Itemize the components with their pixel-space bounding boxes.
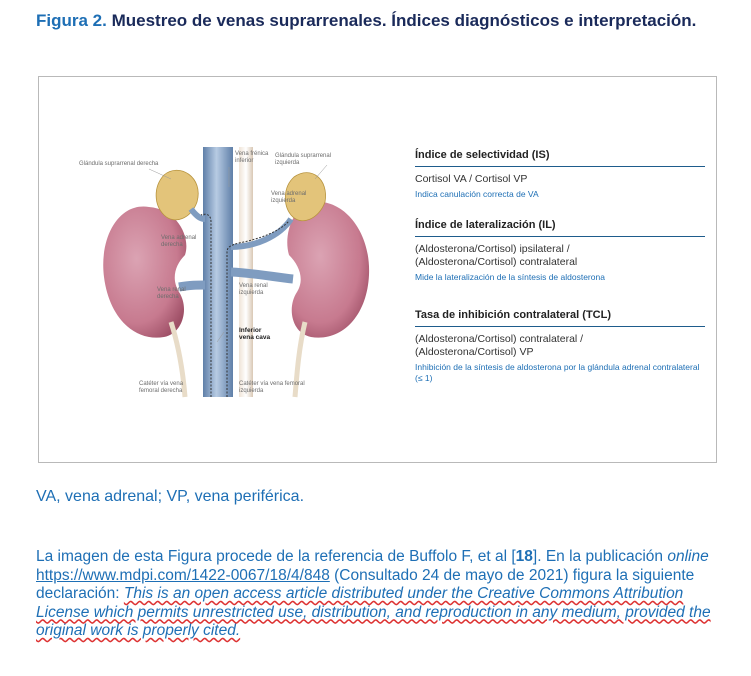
- index-heading: Tasa de inhibición contralateral (TCL): [415, 309, 705, 327]
- index-formula: (Aldosterona/Cortisol) VP: [415, 346, 534, 358]
- figure-panel: [38, 76, 717, 463]
- source-url-link[interactable]: https://www.mdpi.com/1422-0067/18/4/848: [36, 566, 330, 584]
- adrenal-vein-illustration: [79, 147, 399, 407]
- figure-title: [36, 10, 726, 32]
- source-statement: [36, 548, 726, 641]
- index-formula: (Aldosterona/Cortisol) ipsilateral /: [415, 243, 570, 255]
- label-phrenic-vein: Vena frénica inferior: [235, 151, 269, 164]
- index-note: Inhibición de la síntesis de aldosterona por la glándula adrenal contralateral (≤ 1): [415, 362, 700, 383]
- right-kidney: [103, 207, 186, 338]
- label-adrenal-left: Glándula suprarrenal izquierda: [275, 153, 332, 166]
- index-formula: (Aldosterona/Cortisol) contralateral: [415, 256, 578, 268]
- contralateral-inhibition-rate: [415, 309, 705, 384]
- abbreviations-footnote: VA, vena adrenal; VP, vena periférica.: [36, 488, 305, 505]
- leader-line: [315, 165, 327, 179]
- label-right-catheter: Catéter vía vena femoral derecha: [139, 381, 184, 394]
- label-vena-cava: Inferior vena cava: [239, 327, 271, 341]
- label-left-renal-vein: Vena renal izquierda: [239, 283, 268, 296]
- source-text: ]. En la publicación: [532, 548, 668, 565]
- kidney-anatomy-drawing: [79, 147, 399, 407]
- index-formula: Cortisol VA / Cortisol VP: [415, 173, 528, 185]
- label-adrenal-right: Glándula suprarrenal derecha: [79, 161, 159, 167]
- right-adrenal-vein: [191, 209, 205, 219]
- index-note: Indica canulación correcta de VA: [415, 189, 539, 199]
- license-statement: This is an open access article distributed under the Creative Commons Attribution License which permits unrestricted use, distribution, and reproduction in any medium, provided the original work is properly cited.: [36, 585, 711, 639]
- left-kidney: [287, 202, 369, 338]
- selectivity-index: [415, 149, 705, 219]
- label-right-renal-vein: Vena renal derecha: [157, 287, 186, 300]
- online-word: online: [667, 548, 709, 565]
- source-text: (Consultado 24 de mayo de 2021) figura la siguiente declaración:: [36, 566, 695, 602]
- index-note: Mide la lateralización de la síntesis de aldosterona: [415, 272, 605, 282]
- inferior-vena-cava: [203, 147, 233, 397]
- index-formula: (Aldosterona/Cortisol) contralateral /: [415, 333, 584, 345]
- label-left-adrenal-vein: Vena adrenal izquierda: [271, 191, 307, 204]
- figure-title-text: Muestreo de venas suprarrenales. Índices diagnósticos e interpretación.: [111, 11, 697, 30]
- diagnostic-indices-panel: [415, 149, 705, 384]
- index-heading: Índice de lateralización (IL): [415, 219, 705, 237]
- label-left-catheter: Catéter vía vena femoral izquierda: [239, 381, 305, 394]
- source-text: La imagen de esta Figura procede de la referencia de Buffolo F, et al [: [36, 548, 516, 565]
- reference-number: 18: [515, 548, 533, 565]
- figure-number: Figura 2.: [36, 11, 107, 30]
- label-right-adrenal-vein: Vena adrenal derecha: [161, 235, 197, 248]
- lateralization-index: [415, 219, 705, 309]
- index-heading: Índice de selectividad (IS): [415, 149, 705, 167]
